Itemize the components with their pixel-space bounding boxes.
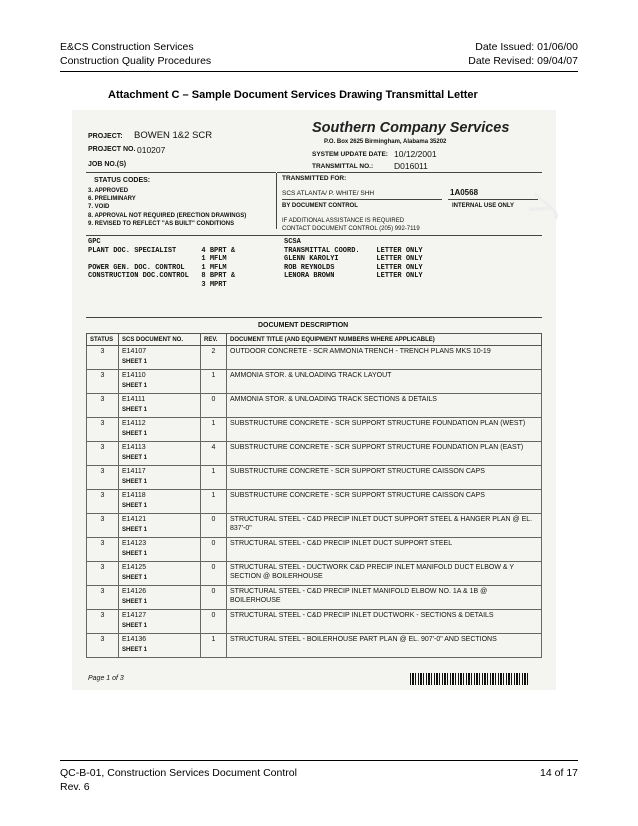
table-row [87,538,542,562]
row-doc-cell [119,418,201,442]
col-doc-no: SCS DOCUMENT NO. [119,334,201,346]
row-rev: 0 [201,610,227,634]
row-title: STRUCTURAL STEEL - BOILERHOUSE PART PLAN @ EL. 907'-0" AND SECTIONS [227,634,542,658]
table-row [87,370,542,394]
footer-divider [60,760,578,761]
row-rev: 1 [201,466,227,490]
row-title: AMMONIA STOR. & UNLOADING TRACK SECTIONS & DETAILS [227,394,542,418]
by-document-control: BY DOCUMENT CONTROL [282,203,358,209]
row-sheet: SHEET 1 [122,551,148,557]
doc-description-title: DOCUMENT DESCRIPTION [258,322,349,329]
footer-page-number: 14 of 17 [540,767,578,779]
dist-line: GPC [88,238,101,246]
table-row [87,394,542,418]
row-doc-no: E14121 [122,516,147,523]
row-sheet: SHEET 1 [122,503,148,509]
status-code: 7. VOID [88,204,110,211]
assist-line1: IF ADDITIONAL ASSISTANCE IS REQUIRED [282,218,405,224]
job-no-label: JOB NO.(S) [88,161,127,168]
row-status: 3 [87,442,119,466]
status-codes-list [88,187,246,228]
rule [277,172,542,173]
header-date-revised: Date Revised: 09/04/07 [468,55,578,67]
row-doc-cell [119,394,201,418]
row-title: OUTDOOR CONCRETE - SCR AMMONIA TRENCH - TRENCH PLANS MKS 10-19 [227,346,542,370]
row-status: 3 [87,490,119,514]
row-sheet: SHEET 1 [122,359,148,365]
status-code: 3. APPROVED [88,188,129,194]
row-doc-no: E14107 [122,348,147,355]
row-rev: 1 [201,370,227,394]
row-doc-cell [119,514,201,538]
row-title: STRUCTURAL STEEL - C&D PRECIP INLET DUCT SUPPORT STEEL & HANGER PLAN @ EL. 837'-0" [227,514,542,538]
header-procedures: Construction Quality Procedures [60,55,212,67]
row-sheet: SHEET 1 [122,407,148,413]
page-header [60,40,578,68]
system-update-label: SYSTEM UPDATE DATE: [312,151,388,158]
header-divider [60,71,578,72]
row-status: 3 [87,370,119,394]
dist-line: SCSA [284,238,301,246]
rule [86,235,542,236]
transmitted-code: 1A0568 [450,188,479,197]
row-doc-no: E14127 [122,612,147,619]
row-doc-no: E14113 [122,444,146,451]
attachment-title: Attachment C – Sample Document Services Drawing Transmittal Letter [108,89,478,101]
row-status: 3 [87,586,119,610]
row-sheet: SHEET 1 [122,575,148,581]
table-row [87,514,542,538]
rule [86,172,276,173]
row-doc-cell [119,562,201,586]
status-code: 9. REVISED TO REFLECT "AS BUILT" CONDITIONS [88,220,235,227]
row-status: 3 [87,610,119,634]
col-status: STATUS [87,334,119,346]
page-footer [60,766,578,794]
row-title: STRUCTURAL STEEL - C&D PRECIP INLET DUCT SUPPORT STEEL [227,538,542,562]
project-no-label: PROJECT NO. [88,146,136,153]
row-doc-cell [119,610,201,634]
row-sheet: SHEET 1 [122,383,148,389]
rule [282,199,442,200]
header-company: E&CS Construction Services [60,41,194,53]
transmitted-for-value: SCS ATLANTA/ P. WHITE/ SHH [282,190,375,197]
row-doc-no: E14126 [122,588,147,595]
row-status: 3 [87,418,119,442]
row-doc-no: E14117 [122,468,146,475]
row-sheet: SHEET 1 [122,647,148,653]
row-doc-cell [119,370,201,394]
row-sheet: SHEET 1 [122,527,148,533]
dist-line: LENORA BROWN LETTER ONLY [284,272,423,281]
row-doc-no: E14111 [122,396,146,403]
row-sheet: SHEET 1 [122,599,148,605]
table-row [87,634,542,658]
row-rev: 1 [201,490,227,514]
row-title: STRUCTURAL STEEL - DUCTWORK C&D PRECIP INLET MANIFOLD DUCT ELBOW & Y SECTION @ BOILERHOUSE [227,562,542,586]
row-doc-no: E14118 [122,492,146,499]
status-code: 6. PRELIMINARY [88,196,136,203]
project-no-value: 010207 [137,145,166,155]
row-status: 3 [87,466,119,490]
document-table [86,333,542,658]
row-rev: 4 [201,442,227,466]
table-row [87,442,542,466]
row-doc-cell [119,466,201,490]
dist-line: ROB REYNOLDS LETTER ONLY [284,263,423,272]
rule [276,173,277,229]
distribution-left [88,238,235,290]
row-doc-cell [119,586,201,610]
row-status: 3 [87,346,119,370]
header-date-issued: Date Issued: 01/06/00 [475,41,578,53]
table-header-row [87,334,542,346]
footer-revision: Rev. 6 [60,781,90,793]
table-row [87,562,542,586]
table-row [87,418,542,442]
row-rev: 0 [201,514,227,538]
page-of: Page 1 of 3 [88,675,124,682]
table-row [87,610,542,634]
company-address: P.O. Box 2625 Birmingham, Alabama 35202 [324,139,447,145]
table-row [87,490,542,514]
dist-line: 1 MFLM [88,255,227,264]
transmitted-for-label: TRANSMITTED FOR: [282,175,347,182]
watermark: y [515,187,564,222]
row-doc-no: E14125 [122,564,147,571]
row-title: STRUCTURAL STEEL - C&D PRECIP INLET MANIFOLD ELBOW NO. 1A & 1B @ BOILERHOUSE [227,586,542,610]
row-doc-no: E14136 [122,636,147,643]
row-doc-no: E14110 [122,372,146,379]
row-rev: 2 [201,346,227,370]
row-rev: 0 [201,586,227,610]
row-doc-no: E14123 [122,540,147,547]
dist-line: POWER GEN. DOC. CONTROL 1 MFLM [88,263,227,272]
rule [448,199,538,200]
row-doc-cell [119,442,201,466]
row-title: AMMONIA STOR. & UNLOADING TRACK LAYOUT [227,370,542,394]
dist-line: PLANT DOC. SPECIALIST 4 BPRT & [88,246,236,255]
row-status: 3 [87,562,119,586]
transmittal-label: TRANSMITTAL NO.: [312,163,374,170]
status-codes-title: STATUS CODES: [94,177,151,184]
row-rev: 1 [201,634,227,658]
table-row [87,466,542,490]
dist-line: 3 MPRT [88,280,227,289]
table-row [87,346,542,370]
footer-doc-ref: QC-B-01, Construction Services Document Control [60,767,297,779]
internal-use-only: INTERNAL USE ONLY [452,203,515,209]
row-title: STRUCTURAL STEEL - C&D PRECIP INLET DUCTWORK - SECTIONS & DETAILS [227,610,542,634]
rule [86,317,542,318]
barcode [410,673,528,685]
transmittal-letter-scan [72,110,564,690]
row-title: SUBSTRUCTURE CONCRETE - SCR SUPPORT STRUCTURE FOUNDATION PLAN (WEST) [227,418,542,442]
row-sheet: SHEET 1 [122,479,148,485]
row-status: 3 [87,634,119,658]
transmittal-value: D016011 [394,161,428,171]
system-update-value: 10/12/2001 [394,149,437,159]
status-code: 8. APPROVAL NOT REQUIRED (ERECTION DRAWINGS) [88,212,247,219]
row-doc-cell [119,634,201,658]
row-rev: 0 [201,538,227,562]
row-doc-cell [119,538,201,562]
row-title: SUBSTRUCTURE CONCRETE - SCR SUPPORT STRUCTURE CAISSON CAPS [227,466,542,490]
row-status: 3 [87,538,119,562]
row-doc-cell [119,346,201,370]
row-sheet: SHEET 1 [122,431,148,437]
dist-line: GLENN KAROLYI LETTER ONLY [284,255,423,264]
row-doc-cell [119,490,201,514]
col-title: DOCUMENT TITLE (AND EQUIPMENT NUMBERS WHERE APPLICABLE) [227,334,542,346]
row-rev: 0 [201,562,227,586]
row-rev: 0 [201,394,227,418]
project-label: PROJECT: [88,133,123,140]
row-doc-no: E14112 [122,420,146,427]
dist-line: TRANSMITTAL COORD. LETTER ONLY [284,246,423,255]
row-title: SUBSTRUCTURE CONCRETE - SCR SUPPORT STRUCTURE FOUNDATION PLAN (EAST) [227,442,542,466]
row-status: 3 [87,514,119,538]
col-rev: REV. [201,334,227,346]
row-rev: 1 [201,418,227,442]
row-status: 3 [87,394,119,418]
table-row [87,586,542,610]
row-title: SUBSTRUCTURE CONCRETE - SCR SUPPORT STRUCTURE CAISSON CAPS [227,490,542,514]
assist-line2: CONTACT DOCUMENT CONTROL (205) 992-7119 [282,226,420,232]
row-sheet: SHEET 1 [122,623,148,629]
row-sheet: SHEET 1 [122,455,148,461]
dist-line: CONSTRUCTION DOC.CONTROL 8 BPRT & [88,272,236,281]
distribution-right [284,238,423,281]
company-name: Southern Company Services [312,120,510,136]
project-value: BOWEN 1&2 SCR [134,130,213,141]
